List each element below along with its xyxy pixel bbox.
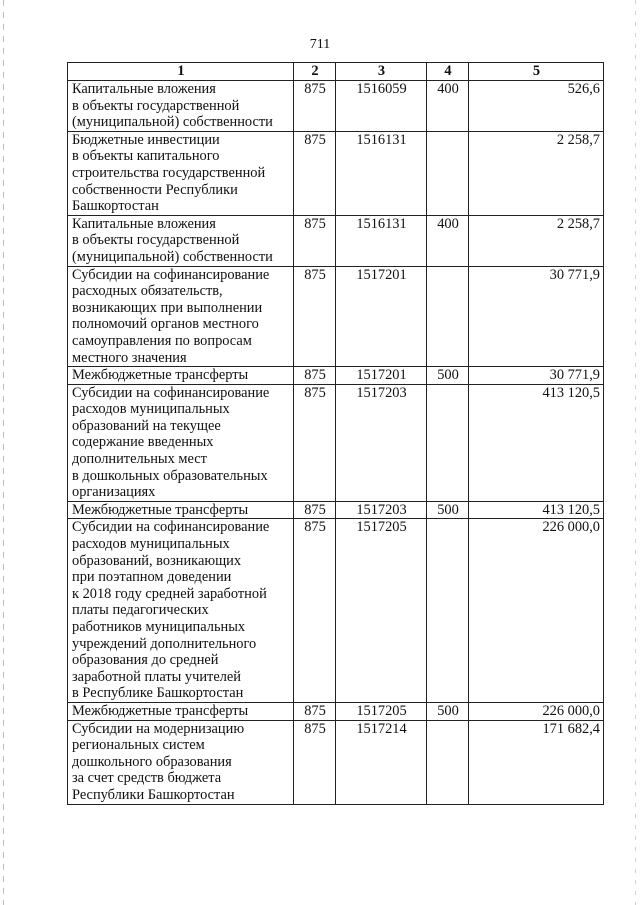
table-row (68, 384, 604, 501)
column-header-target-article: 3 (336, 63, 427, 81)
table-row (68, 501, 604, 519)
row-target-code: 1517205 (336, 519, 427, 703)
table-row (68, 720, 604, 804)
row-name: Межбюджетные трансферты (68, 702, 294, 720)
column-header-ministry: 2 (294, 63, 336, 81)
row-target-code: 1517205 (336, 702, 427, 720)
row-target-code: 1517201 (336, 266, 427, 367)
row-expense-code (427, 266, 469, 367)
row-target-code: 1517203 (336, 384, 427, 501)
row-ministry-code: 875 (294, 266, 336, 367)
row-ministry-code: 875 (294, 702, 336, 720)
column-header-name: 1 (68, 63, 294, 81)
row-ministry-code: 875 (294, 215, 336, 266)
row-name: Капитальные вложения в объекты государственной (муниципальной) собственности (68, 81, 294, 132)
row-amount: 413 120,5 (469, 384, 604, 501)
scan-edge-left (3, 0, 4, 905)
row-amount: 226 000,0 (469, 702, 604, 720)
table-row (68, 702, 604, 720)
row-target-code: 1517214 (336, 720, 427, 804)
scan-edge-right (635, 0, 636, 905)
budget-table (67, 62, 604, 805)
row-ministry-code: 875 (294, 384, 336, 501)
row-amount: 171 682,4 (469, 720, 604, 804)
row-target-code: 1517203 (336, 501, 427, 519)
row-name: Субсидии на софинансирование расходов муниципальных образований на текущее содержание введенных дополнительных мест в дошкольных образовательных организациях (68, 384, 294, 501)
row-name: Бюджетные инвестиции в объекты капитального строительства государственной собственности Республики Башкортостан (68, 131, 294, 215)
row-expense-code: 500 (427, 702, 469, 720)
row-ministry-code: 875 (294, 81, 336, 132)
row-target-code: 1516059 (336, 81, 427, 132)
row-ministry-code: 875 (294, 367, 336, 385)
table-header-row (68, 63, 604, 81)
row-expense-code (427, 720, 469, 804)
row-ministry-code: 875 (294, 131, 336, 215)
row-ministry-code: 875 (294, 720, 336, 804)
column-header-amount: 5 (469, 63, 604, 81)
row-name: Межбюджетные трансферты (68, 367, 294, 385)
row-target-code: 1516131 (336, 131, 427, 215)
row-amount: 30 771,9 (469, 367, 604, 385)
row-expense-code: 500 (427, 501, 469, 519)
row-expense-code (427, 519, 469, 703)
table-row (68, 519, 604, 703)
row-amount: 413 120,5 (469, 501, 604, 519)
row-amount: 526,6 (469, 81, 604, 132)
row-amount: 30 771,9 (469, 266, 604, 367)
row-name: Субсидии на софинансирование расходов муниципальных образований, возникающих при поэтапном доведении к 2018 году средней заработной платы педагогических работников муниципальных учреждений дополнительного образования до средней заработной платы учителей в Республике Башкортостан (68, 519, 294, 703)
row-expense-code: 400 (427, 81, 469, 132)
row-ministry-code: 875 (294, 519, 336, 703)
row-expense-code: 500 (427, 367, 469, 385)
row-expense-code (427, 131, 469, 215)
page-number: 711 (309, 37, 331, 52)
row-target-code: 1516131 (336, 215, 427, 266)
row-name: Межбюджетные трансферты (68, 501, 294, 519)
row-amount: 226 000,0 (469, 519, 604, 703)
row-expense-code: 400 (427, 215, 469, 266)
row-name: Капитальные вложения в объекты государственной (муниципальной) собственности (68, 215, 294, 266)
row-amount: 2 258,7 (469, 131, 604, 215)
table-row (68, 266, 604, 367)
table-row (68, 131, 604, 215)
row-amount: 2 258,7 (469, 215, 604, 266)
table-row (68, 215, 604, 266)
column-header-expense-type: 4 (427, 63, 469, 81)
row-ministry-code: 875 (294, 501, 336, 519)
row-name: Субсидии на модернизацию региональных систем дошкольного образования за счет средств бюджета Республики Башкортостан (68, 720, 294, 804)
table-row (68, 367, 604, 385)
row-target-code: 1517201 (336, 367, 427, 385)
row-name: Субсидии на софинансирование расходных обязательств, возникающих при выполнении полномочий органов местного самоуправления по вопросам местного значения (68, 266, 294, 367)
row-expense-code (427, 384, 469, 501)
table-row (68, 81, 604, 132)
